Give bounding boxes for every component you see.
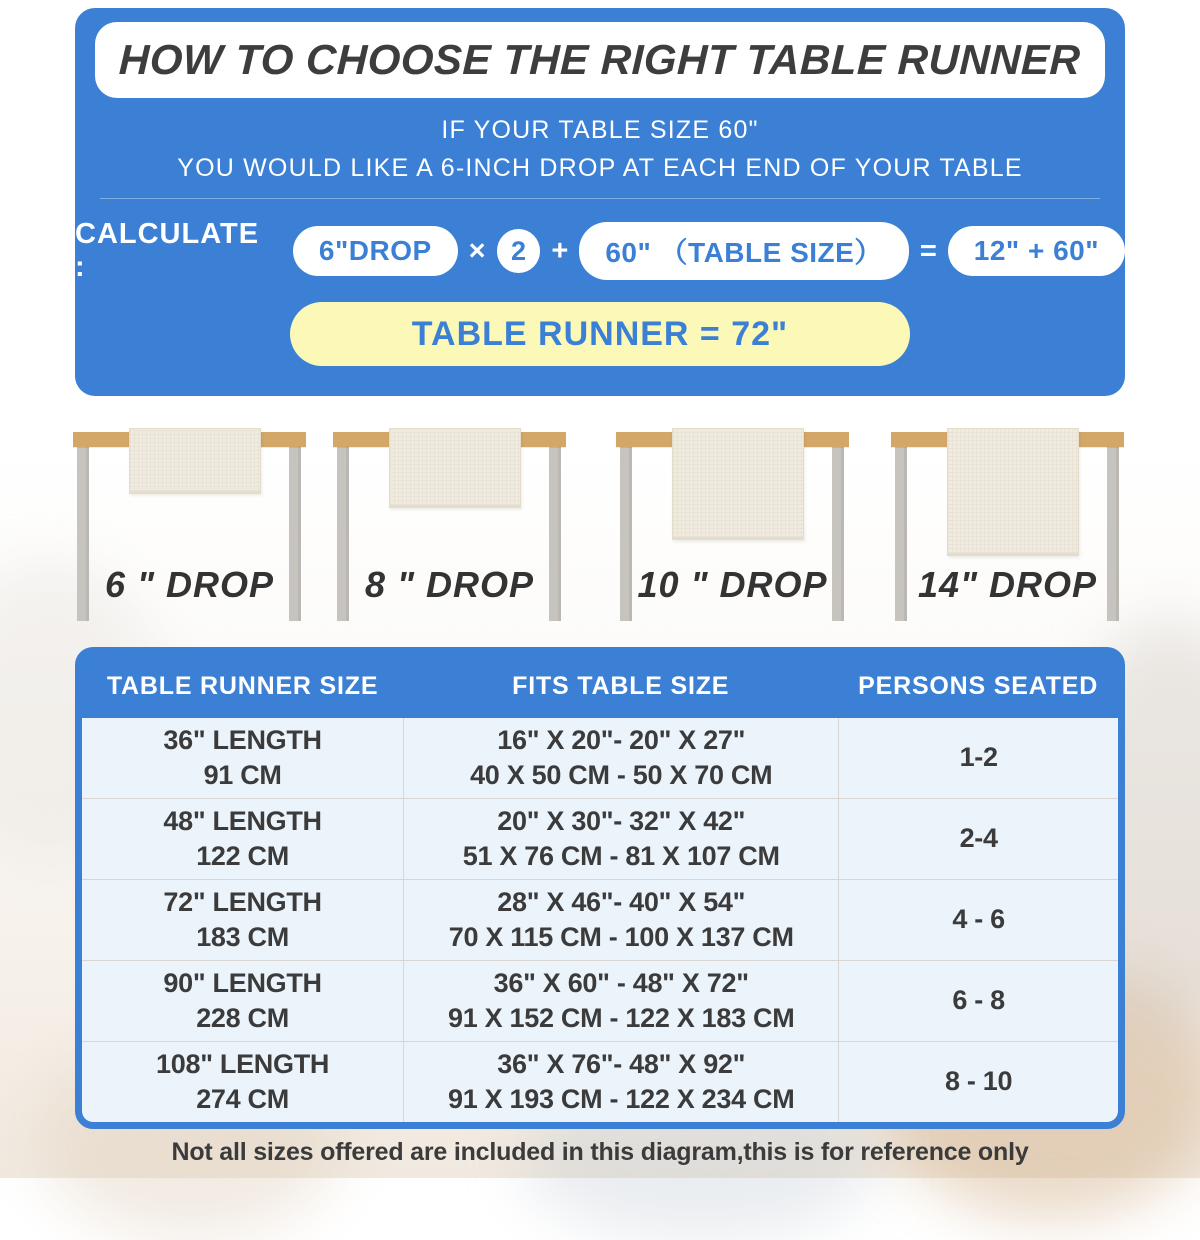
size-table-header xyxy=(82,654,1118,718)
size-table-body xyxy=(82,718,1118,1122)
runner-size-cm: 183 CM xyxy=(196,922,289,952)
fits-table-cell xyxy=(403,1042,838,1122)
runner-size-inches: 48" LENGTH xyxy=(163,805,322,836)
drop-label: 8 " DROP xyxy=(364,564,535,605)
fits-table-cell xyxy=(403,718,838,798)
fits-table-cm: 91 X 193 CM - 122 X 234 CM xyxy=(448,1084,795,1114)
drop-illustrations-section xyxy=(0,396,1200,647)
plus-sign: + xyxy=(551,234,569,267)
runner-size-cell xyxy=(82,880,403,960)
runner-size-cm: 122 CM xyxy=(196,841,289,871)
fits-table-inches: 20" X 30"- 32" X 42" xyxy=(497,805,746,836)
fits-table-inches: 36" X 60" - 48" X 72" xyxy=(493,967,749,998)
fits-table-cm: 51 X 76 CM - 81 X 107 CM xyxy=(462,841,780,871)
table-illustration-14-drop xyxy=(891,396,1124,647)
intro-divider xyxy=(100,198,1100,199)
multiplier-circle: 2 xyxy=(497,229,541,273)
table-row xyxy=(82,960,1118,1041)
intro-subtitle-line2: YOU WOULD LIKE A 6-INCH DROP AT EACH END OF YOUR TABLE xyxy=(177,154,1023,182)
persons-seated-cell: 4 - 6 xyxy=(838,880,1118,960)
reference-note: Not all sizes offered are included in this diagram,this is for reference only xyxy=(171,1138,1029,1166)
page-title: HOW TO CHOOSE THE RIGHT TABLE RUNNER xyxy=(118,36,1082,83)
table-row xyxy=(82,879,1118,960)
table-runner xyxy=(947,428,1079,556)
multiply-sign: × xyxy=(468,234,486,267)
table-illustration-6-drop xyxy=(73,396,306,647)
fits-table-inches: 16" X 20"- 20" X 27" xyxy=(497,724,746,755)
table-illustration-10-drop xyxy=(616,396,849,647)
intro-subtitle-line1: IF YOUR TABLE SIZE 60" xyxy=(441,116,759,144)
runner-size-cell xyxy=(82,1042,403,1122)
runner-size-cm: 274 CM xyxy=(196,1084,289,1114)
table-row xyxy=(82,1041,1118,1122)
result-pill: TABLE RUNNER = 72" xyxy=(290,302,910,366)
table-runner xyxy=(389,428,521,508)
persons-seated-cell: 1-2 xyxy=(838,718,1118,798)
runner-size-inches: 36" LENGTH xyxy=(163,724,322,755)
fits-table-inches: 28" X 46"- 40" X 54" xyxy=(497,886,746,917)
table-row xyxy=(82,798,1118,879)
column-header-persons: PERSONS SEATED xyxy=(858,671,1099,700)
title-banner xyxy=(95,22,1105,98)
column-header-runner-size: TABLE RUNNER SIZE xyxy=(106,671,379,700)
equals-sign: = xyxy=(919,234,937,267)
table-row xyxy=(82,718,1118,798)
table-runner xyxy=(672,428,804,540)
runner-size-cm: 228 CM xyxy=(196,1003,289,1033)
sum-pill: 12" + 60" xyxy=(948,226,1125,276)
column-header-fits-table: FITS TABLE SIZE xyxy=(512,671,730,700)
runner-size-inches: 72" LENGTH xyxy=(163,886,322,917)
fits-table-cell xyxy=(403,880,838,960)
fits-table-cm: 70 X 115 CM - 100 X 137 CM xyxy=(448,922,794,952)
persons-seated-cell: 8 - 10 xyxy=(838,1042,1118,1122)
runner-size-inches: 90" LENGTH xyxy=(163,967,322,998)
runner-size-cm: 91 CM xyxy=(203,760,282,790)
table-illustration-8-drop xyxy=(333,396,566,647)
drop-label: 10 " DROP xyxy=(637,564,828,605)
runner-size-inches: 108" LENGTH xyxy=(156,1048,330,1079)
size-table-panel xyxy=(75,647,1125,1129)
intro-panel xyxy=(75,8,1125,396)
fits-table-cell xyxy=(403,961,838,1041)
runner-size-cell xyxy=(82,961,403,1041)
fits-table-cm: 40 X 50 CM - 50 X 70 CM xyxy=(470,760,773,790)
fits-table-inches: 36" X 76"- 48" X 92" xyxy=(497,1048,746,1079)
runner-size-cell xyxy=(82,718,403,798)
calculate-label: CALCULATE : xyxy=(75,218,260,283)
persons-seated-cell: 2-4 xyxy=(838,799,1118,879)
fits-table-cell xyxy=(403,799,838,879)
runner-size-cell xyxy=(82,799,403,879)
drop-label: 14" DROP xyxy=(917,564,1098,605)
table-size-pill: 60" （TABLE SIZE） xyxy=(579,222,908,280)
drop-label: 6 " DROP xyxy=(104,564,275,605)
table-runner xyxy=(129,428,261,494)
persons-seated-cell: 6 - 8 xyxy=(838,961,1118,1041)
fits-table-cm: 91 X 152 CM - 122 X 183 CM xyxy=(448,1003,795,1033)
drop-size-pill: 6"DROP xyxy=(293,226,458,276)
calculation-row xyxy=(75,218,1125,284)
